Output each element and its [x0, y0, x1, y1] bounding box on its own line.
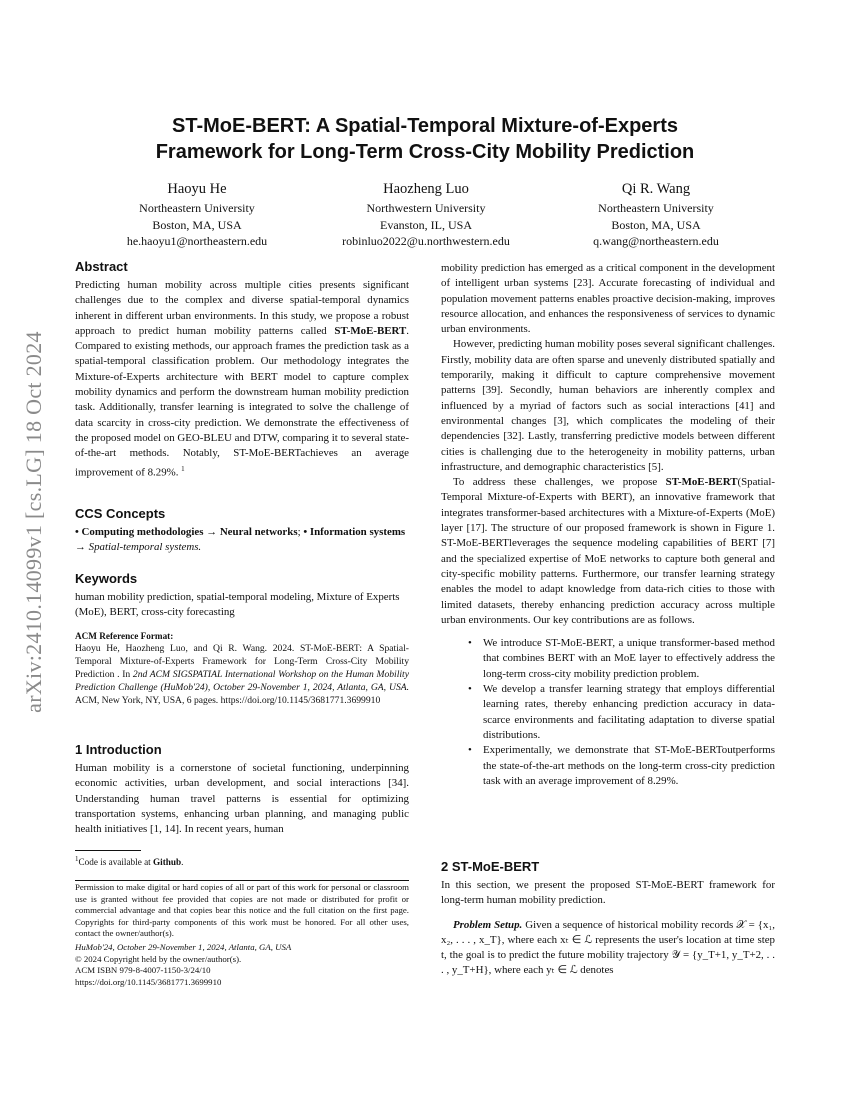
section-2 — [441, 858, 775, 979]
abstract-section — [75, 258, 409, 480]
author-email[interactable]: q.wang@northeastern.edu — [593, 234, 719, 248]
acm-reference — [75, 630, 409, 707]
footnote-ref[interactable]: 1 — [181, 464, 185, 473]
venue: HuMob'24, October 29-November 1, 2024, Atlanta, GA, USA — [75, 941, 292, 952]
title-line-2: Framework for Long-Term Cross-City Mobility Prediction — [155, 141, 695, 163]
github-link[interactable]: Github — [153, 857, 182, 868]
arxiv-identifier: arXiv:2410.14099v1 [cs.LG] 18 Oct 2024 — [21, 331, 46, 713]
author-email[interactable]: he.haoyu1@northeastern.edu — [126, 234, 268, 248]
author-email[interactable]: robinluo2022@u.northwestern.edu — [342, 234, 510, 248]
ccs-section — [75, 505, 409, 556]
permission-text: Permission to make digital or hard copies of all or part of this work for personal or classroom use is granted without fee provided that copies are not made or distributed for profit or commercial advantage and that copies bear this notice and the full citation on the first page. Copyrights for third-party components of this work must be honored. For all other uses, contact the owner/author(s). — [75, 882, 409, 939]
abstract-text: Predicting human mobility across multiple cities presents significant challenges due to the complex and diverse spatial-temporal dynamics inherent in different urban environments. In this study, we propose a robust approach to predict human mobility patterns called ST-MoE-BERT. Compared to existing methods, our approach frames the prediction task as a spatial-temporal classification problem. Our methodology integrates the Mixture-of-Experts architecture with BERT model to capture complex mobility dynamics and perform the downstream human mobility prediction task. Additionally, transfer learning is integrated to solve the challenge of data scarcity in cross-city prediction. We demonstrate the effectiveness of the proposed model on GEO-BLEU and DTW, comparing it to several state-of-the-art methods. Notably, ST-MoE-BERTachieves an average improvement of 8.29%. $^1$ — [75, 279, 409, 479]
copyright: © 2024 Copyright held by the owner/author(s). — [75, 953, 242, 964]
author-2 — [311, 180, 541, 250]
ccs-heading: CCS Concepts — [75, 506, 166, 521]
author-3 — [541, 180, 771, 250]
author-affiliation: Northwestern University — [366, 201, 486, 215]
right-column-body — [441, 261, 775, 789]
list-item: • We introduce ST-MoE-BERT, a unique transformer-based method that combines BERT with an MoE layer to effectively address the long-term cross-city mobility prediction problem. — [462, 636, 775, 682]
author-location: Boston, MA, USA — [152, 217, 242, 232]
author-name: Qi R. Wang — [621, 181, 691, 197]
introduction-section — [75, 741, 409, 837]
author-affiliation: Northeastern University — [598, 201, 714, 215]
doi[interactable]: https://doi.org/10.1145/3681771.3699910 — [75, 976, 222, 987]
introduction-text: Human mobility is a cornerstone of societal functioning, underpinning economic activities, urban development, and social interactions [34]. Understanding human travel patterns is essential for optimizing transportation systems, enhancing urban planning, and managing public health initiatives [1, 14]. In recent years, human — [75, 762, 409, 836]
problem-setup: Problem Setup. Given a sequence of historical mobility records 𝒳 = {x₁, x₂, . . . , x_T}, where each xₜ ∈ ℒ represents the user's location at time step t, the goal is to predict the future mobility trajectory 𝒴 = {y_T+1, y_T+2, . . . , y_T+H}, where each yₜ ∈ ℒ denotes — [441, 918, 775, 977]
footnote-divider — [75, 850, 141, 851]
keywords-section — [75, 570, 409, 621]
section-2-heading: 2 ST-MoE-BERT — [441, 859, 540, 874]
author-location: Boston, MA, USA — [611, 217, 701, 232]
keywords-heading: Keywords — [75, 571, 138, 586]
acm-reference-heading: ACM Reference Format: — [75, 631, 174, 641]
keywords-text: human mobility prediction, spatial-temporal modeling, Mixture of Experts (MoE), BERT, cross-city forecasting — [75, 591, 400, 619]
intro-paragraph-1: mobility prediction has emerged as a critical component in the development of intelligent urban systems [23]. Accurate forecasting of individual and population movement patterns enables proactive decision-making, improves resource allocation, and enhances the responsiveness of services to dynamic urban environments. — [441, 262, 775, 336]
list-item: • We develop a transfer learning strategy that employs differential learning rates, thereby enhancing prediction accuracy in data-scarce environments and facilitating adaptation to diverse spatial distributions. — [462, 682, 775, 743]
author-name: Haozheng Luo — [383, 181, 469, 197]
paper-title — [60, 113, 790, 165]
ccs-text: • Computing methodologies → Neural networks; • Information systems → Spatial-temporal systems. — [75, 526, 406, 554]
isbn: ACM ISBN 979-8-4007-1150-3/24/10 — [75, 965, 211, 976]
abstract-heading: Abstract — [75, 259, 128, 274]
footnote: $^1$Code is available at Github. — [75, 855, 184, 868]
author-affiliation: Northeastern University — [139, 201, 255, 215]
author-1 — [82, 180, 312, 250]
contributions-list — [441, 636, 775, 789]
title-line-1: ST-MoE-BERT: A Spatial-Temporal Mixture-of-Experts — [172, 115, 678, 137]
intro-paragraph-2: However, predicting human mobility poses several significant challenges. Firstly, mobility data are often sparse and unevenly distributed spatially and temporarily, making it difficult to capture comprehensive movement patterns [39]. Secondly, human behaviors are inherently complex and influenced by a myriad of factors such as social interactions [41] and environmental changes [3], which complicates the modeling of their dependencies [32]. Lastly, transferring predictive models between different cities is challenging due to the heterogeneity in mobility patterns, urban infrastructure, and demographic characteristics [5]. — [441, 338, 775, 473]
author-location: Evanston, IL, USA — [380, 217, 472, 232]
list-item: • Experimentally, we demonstrate that ST-MoE-BERToutperforms the state-of-the-art methods on the long-term cross-city prediction task with an average improvement of 8.29%. — [462, 743, 775, 789]
permission-divider — [75, 880, 409, 881]
introduction-heading: 1 Introduction — [75, 742, 162, 757]
intro-paragraph-3: To address these challenges, we propose ST-MoE-BERT(Spatial-Temporal Mixture-of-Experts with BERT), an innovative framework that integrates transformer-based architectures with a Mixture-of-Experts (MoE) layer [17]. The structure of our proposed framework is shown in Figure 1. ST-MoE-BERTleverages the sequence modeling capabilities of BERT [7] and the specialized expertise of MoE networks to capture both general and city-specific mobility patterns. Furthermore, our transfer learning strategy enables the model to adapt knowledge from data-rich cities to those with limited datasets, thereby enhancing prediction accuracy across multiple urban environments. Our key contributions are as follows. — [441, 476, 775, 626]
acm-reference-text: Haoyu He, Haozheng Luo, and Qi R. Wang. 2024. ST-MoE-BERT: A Spatial-Temporal Mixture-of-Experts Framework for Long-Term Cross-City Mobility Prediction . In 2nd ACM SIGSPATIAL International Workshop on the Human Mobility Prediction Challenge (HuMob'24), October 29-November 1, 2024, Atlanta, GA, USA. ACM, New York, NY, USA, 6 pages. https://doi.org/10.1145/3681771.3699910 — [75, 643, 409, 707]
permission-block — [75, 882, 409, 988]
section-2-text: In this section, we present the proposed ST-MoE-BERT framework for long-term human mobility prediction. — [441, 879, 775, 907]
author-name: Haoyu He — [167, 181, 227, 197]
